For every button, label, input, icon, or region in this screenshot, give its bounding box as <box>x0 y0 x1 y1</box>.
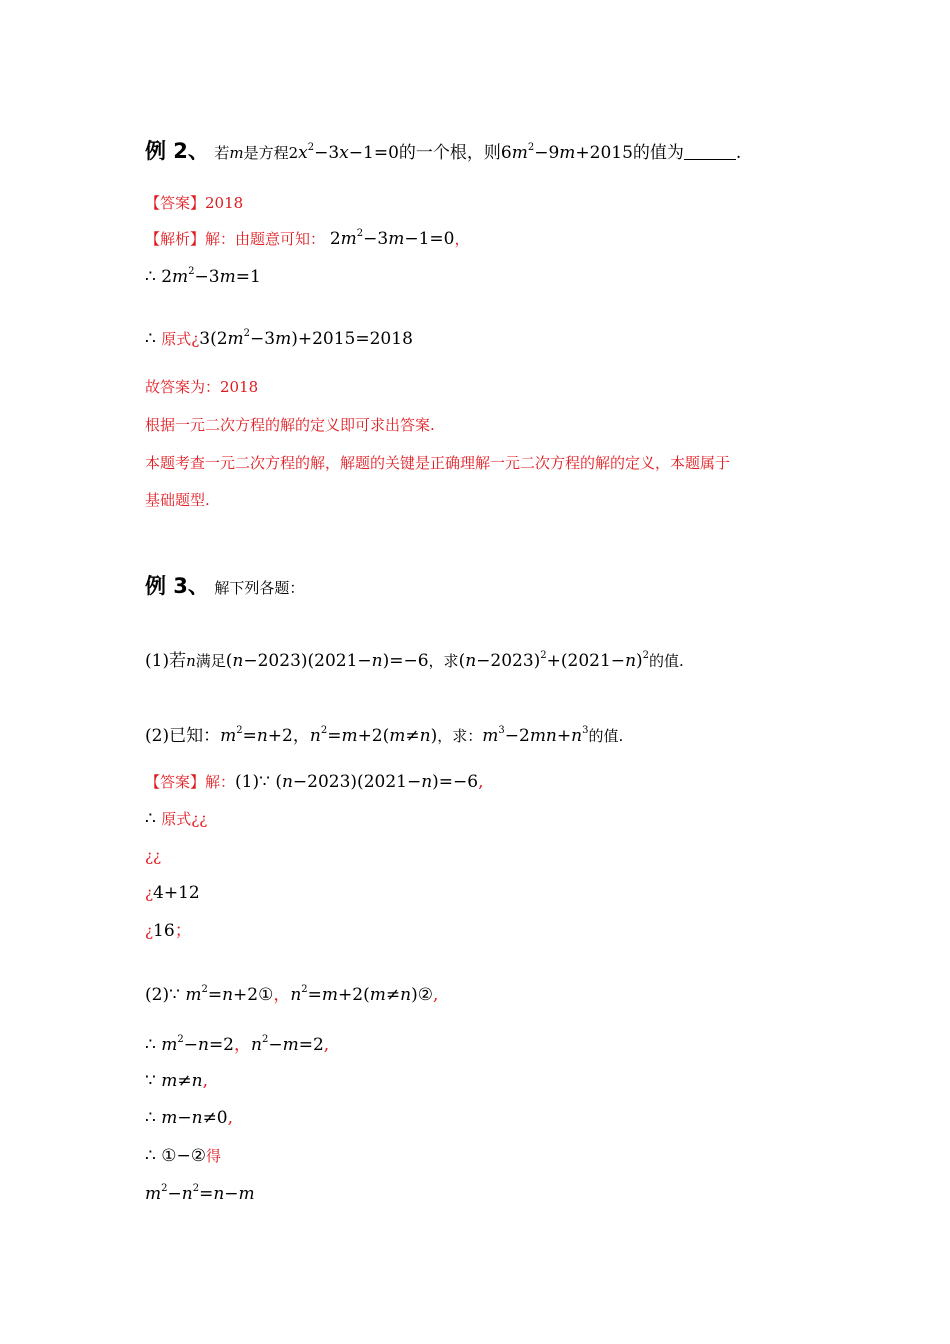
answer-blank <box>684 145 736 160</box>
example-2-note-3: 基础题型. <box>145 491 210 509</box>
example-2-answer: 【答案】2018 <box>145 194 244 212</box>
example-3-part-2-step-2: ∵ m≠n, <box>145 1071 208 1091</box>
example-3-part-1: (1)若n满足(n−2023)(2021−n)=−6，求$(n-2023)^2+(2021-n)^2$的值. <box>145 650 684 671</box>
example-2-analysis: 【解析】解：由题意可知： $2m^2-3m-1=0$， <box>145 228 470 249</box>
example-3-part-2-step-3: ∴ m−n≠0, <box>145 1108 234 1128</box>
example-3-part-2-step-5: $m^2-n^2=n-m$ <box>145 1183 255 1204</box>
example-3-step-4: ¿16； <box>145 921 192 941</box>
example-3-step-3: ¿4+12 <box>145 883 200 903</box>
example-3-part-2-given: (2)∵ $m^2=n+2①$，$n^2=m+2(m\ne n)②$, <box>145 984 439 1005</box>
example-2-step-2: ∴ 原式¿$3(2m^2-3m)+2015=2018$ <box>145 328 413 349</box>
example-3-step-1: ∴ 原式¿¿ <box>145 809 208 829</box>
example-2-note-1: 根据一元二次方程的解的定义即可求出答案. <box>145 416 435 434</box>
example-2-label: 例 2、 <box>145 139 209 163</box>
example-3-part-2-step-4: ∴ ①−②得 <box>145 1146 221 1166</box>
example-2-note-2: 本题考查一元二次方程的解，解题的关键是正确理解一元二次方程的解的定义，本题属于 <box>145 454 731 472</box>
example-3-part-2-step-1: ∴ $m^2-n=2$，$n^2-m=2$, <box>145 1034 330 1055</box>
example-2-question: 例 2、 若m是方程$2x^2-3x-1=0$的一个根，则$6m^2-9m+2015$的值为 . <box>145 139 742 163</box>
example-3-header: 例 3、 解下列各题： <box>145 574 305 598</box>
example-2-conclusion: 故答案为：2018 <box>145 378 259 396</box>
example-3-answer: 【答案】解：(1)∵ (n−2023)(2021−n)=−6, <box>145 772 484 792</box>
example-3-part-2: (2)已知：$m^2=n+2$，$n^2=m+2(m\ne n)$，求：$m^3-2mn+n^3$的值. <box>145 725 624 746</box>
example-2-step-1: ∴ $2m^2-3m=1$ <box>145 266 261 287</box>
example-3-label: 例 3、 <box>145 574 209 598</box>
example-3-step-2: ¿¿ <box>145 847 162 865</box>
